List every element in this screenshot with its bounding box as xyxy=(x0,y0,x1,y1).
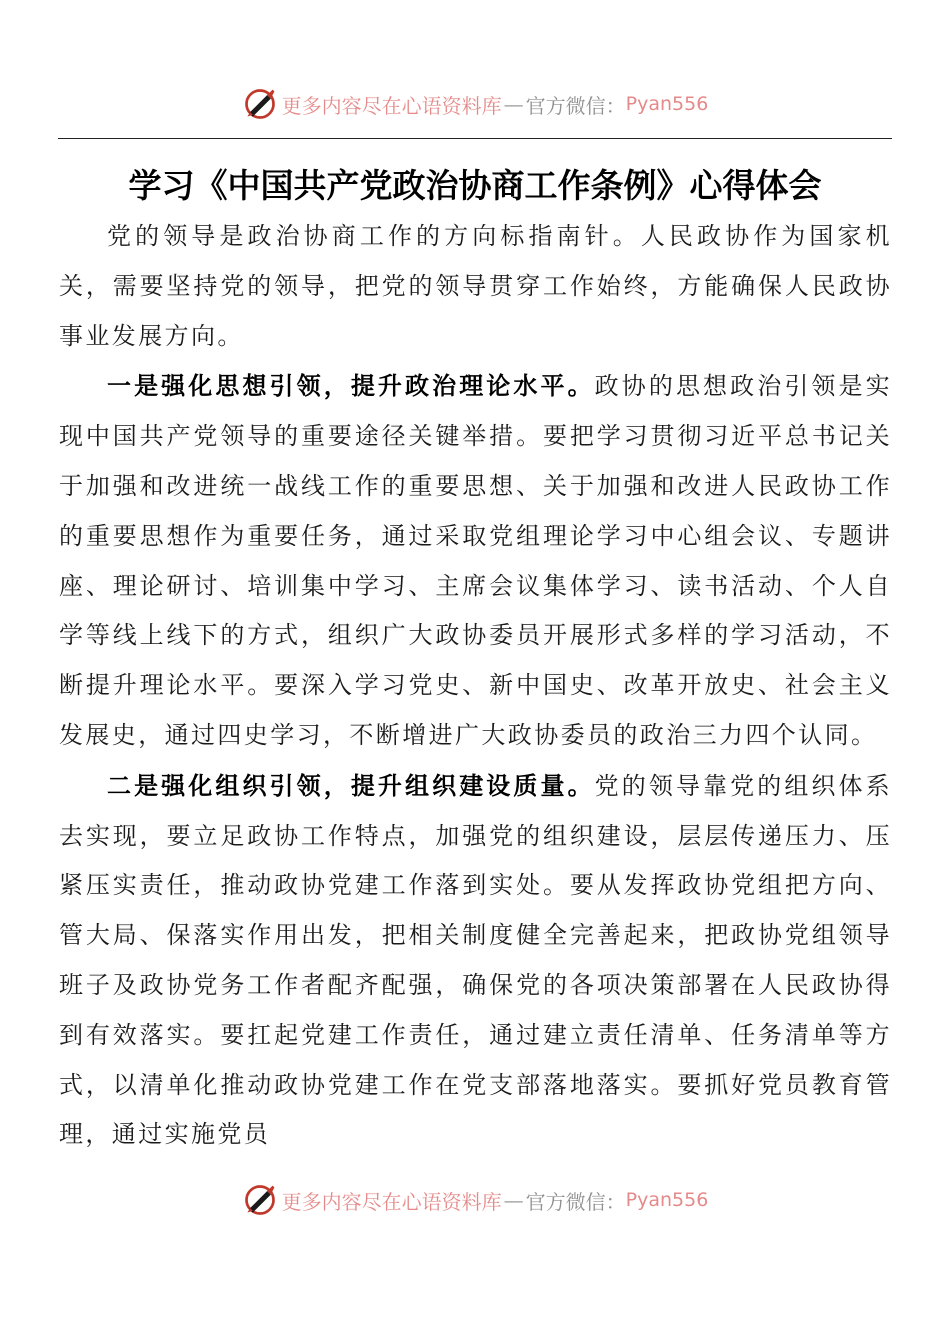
watermark-wechat-label: 官方微信： xyxy=(525,93,626,118)
watermark-header xyxy=(0,84,950,124)
watermark-wechat-id: Pyan556 xyxy=(625,93,709,115)
watermark-separator: — xyxy=(503,92,524,116)
section-2-lead: 二是强化组织引领，提升组织建设质量。 xyxy=(107,770,595,800)
watermark-wechat-label: 官方微信： xyxy=(525,1189,626,1214)
pen-circle-logo-icon xyxy=(242,1182,278,1218)
header-divider xyxy=(58,138,892,139)
section-paragraph-2 xyxy=(59,761,892,1160)
section-paragraph-1 xyxy=(59,361,892,760)
document-title: 学习《中国共产党政治协商工作条例》心得体会 xyxy=(128,166,822,205)
section-1-body: 政协的思想政治引领是实现中国共产党领导的重要途径关键举措。要把学习贯彻习近平总书记关于加强和改进统一战线工作的重要思想、关于加强和改进人民政协工作的重要思想作为重要任务，通过采取党组理论学习中心组会议、专题讲座、理论研讨、培训集中学习、主席会议集体学习、读书活动、个人自学等线上线下的方式，组织广大政协委员开展形式多样的学习活动，不断提升理论水平。要深入学习党史、新中国史、改革开放史、社会主义发展史，通过四史学习，不断增进广大政协委员的政治三力四个认同。 xyxy=(59,372,892,749)
watermark-footer xyxy=(0,1180,950,1220)
document-body xyxy=(59,212,892,1160)
watermark-wechat-id: Pyan556 xyxy=(625,1189,709,1211)
watermark-text: 更多内容尽在心语资料库 xyxy=(281,93,502,118)
pen-circle-logo-icon xyxy=(242,86,278,122)
watermark-separator: — xyxy=(503,1188,524,1212)
section-1-lead: 一是强化思想引领，提升政治理论水平。 xyxy=(107,371,595,401)
watermark-text: 更多内容尽在心语资料库 xyxy=(281,1189,502,1214)
section-2-body: 党的领导靠党的组织体系去实现，要立足政协工作特点，加强党的组织建设，层层传递压力、压紧压实责任，推动政协党建工作落到实处。要从发挥政协党组把方向、管大局、保落实作用出发，把相关制度健全完善起来，把政协党组领导班子及政协党务工作者配齐配强，确保党的各项决策部署在人民政协得到有效落实。要扛起党建工作责任，通过建立责任清单、任务清单等方式，以清单化推动政协党建工作在党支部落地落实。要抓好党员教育管理，通过实施党员 xyxy=(59,771,892,1149)
intro-paragraph: 党的领导是政治协商工作的方向标指南针。人民政协作为国家机关，需要坚持党的领导，把党的领导贯穿工作始终，方能确保人民政协事业发展方向。 xyxy=(59,222,892,350)
